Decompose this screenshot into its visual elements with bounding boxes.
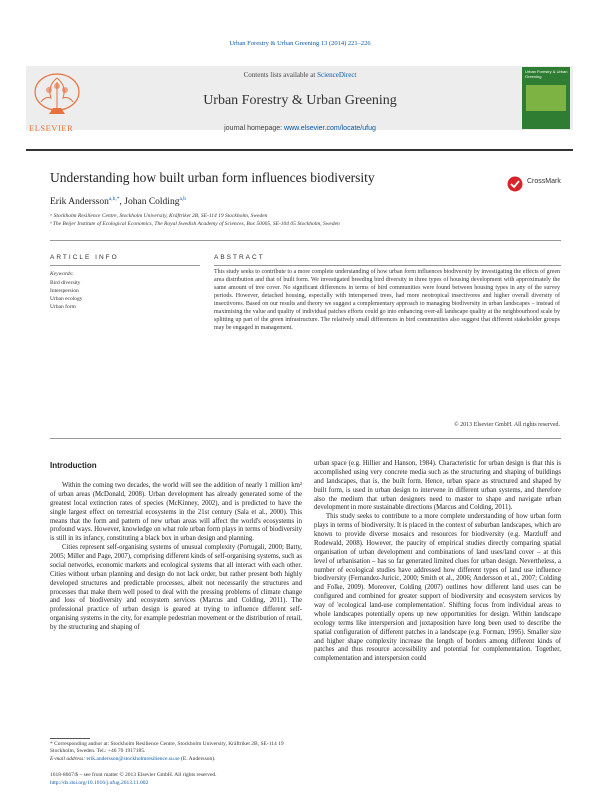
- doi-link[interactable]: http://dx.doi.org/10.1016/j.ufug.2013.11.002: [50, 780, 149, 786]
- abstract-heading: ABSTRACT: [214, 254, 265, 261]
- author-name[interactable]: Johan Colding: [124, 197, 180, 208]
- homepage-link[interactable]: www.elsevier.com/locate/ufug: [284, 125, 376, 132]
- left-column: [50, 482, 302, 633]
- crossmark-icon[interactable]: [507, 176, 523, 192]
- header-divider: [26, 149, 573, 151]
- author-list: Erik Andersson$^{a,b,*}$, Johan Colding$^{a,b}$: [50, 196, 187, 208]
- cover-title: Urban Forestry & Urban Greening: [525, 69, 568, 79]
- email-suffix: (E. Andersson).: [179, 756, 216, 762]
- footnote-divider: [50, 738, 90, 739]
- contents-line: [90, 71, 510, 79]
- affiliation: ᵃ Stockholm Resilience Centre, Stockholm University, Kräftriket 2B, SE-114 19 Stockholm, Sweden: [50, 213, 268, 219]
- intro-paragraph: urban space (e.g. Hillier and Hanson, 1984). Characteristic for urban design is that this is accomplished using very concrete media such as the structuring and shaping of buildings and landscapes, that is, the built form. Hence, urban space as structured and shaped by built form, is used in urban design to intervene in different urban systems, and therefore also the medium that urban designers need to master to shape and navigate urban development in more sustainable directions (Marcus and Colding, 2011).: [314, 460, 561, 512]
- section-divider: [50, 240, 561, 241]
- abstract-text: This study seeks to contribute to a more complete understanding of how urban form influences biodiversity by investigating the effects of green area distribution and that of built form. We investigated breeding bird diversity in three types of housing development with approximately the same amount of tree cover. No significant differences in terms of bird communities were found between housing types in any of the survey periods. However, detached housing, especially with interspersed trees, had more neotropical insectivores and higher overall diversity of insectivores. Based on our results and theory we suggest a complementary approach to managing biodiversity in urban landscapes – instead of maximising the value and quality of individual patches efforts could go into enhancing over-all landscape quality at the neighbourhood scale by splitting up part of the green infrastructure. The relatively small differences in bird communities also suggest that different stakeholder groups may be engaged in management.: [214, 269, 560, 331]
- introduction-heading: Introduction: [50, 461, 97, 470]
- intro-paragraph: This study seeks to contribute to a more complete understanding of how urban form plays in terms of biodiversity. It is placed in the context of suburban landscapes, which are known to provide diverse mosaics and resources for biodiversity (e.g. Marzluff and Rodewald, 2008). However, the paucity of empirical studies directly comparing spatial organisation of urban development and combinations of land uses/land cover – at this level of urbanisation – has so far generated limited clues for urban design. Nevertheless, a number of ecological studies have addressed how different types of land use influence biodiversity (Fernandez-Juricic, 2000; Smith et al., 2006; Andersson et al., 2007; Colding and Folke, 2009). Moreover, Colding (2007) outlines how different land uses can be configured and combined for greater support of biodiversity and ecosystem services by way of 'ecological land-use complementation'. Shifting focus from individual areas to whole landscapes potentially opens up new opportunities for design. Within landscape ecology terms like interspersion and juxtaposition have long been used to describe the spatial configuration of different patches in a landscape (e.g. Forman, 1995). Smaller size and higher shape complexity increase the length of borders among different kinds of patches and thus resource accessibility and potential for complementation. Together, complementation and interspersion could: [314, 513, 561, 663]
- keyword: Urban ecology: [50, 296, 83, 302]
- article-info-heading: ARTICLE INFO: [50, 254, 119, 261]
- author-name[interactable]: Erik Andersson: [50, 197, 109, 208]
- right-column: [314, 460, 561, 664]
- corresponding-author-note: * Corresponding author at: Stockholm Resilience Centre, Stockholm University, Kräftriket 2B, SE-114 19 Stockholm, Sweden. Tel.: +46 70 1917185.: [50, 741, 284, 754]
- keyword: Bird diversity: [50, 280, 81, 286]
- journal-homepage: [90, 125, 510, 132]
- keywords-label: Keywords:: [50, 271, 74, 277]
- author-affiliation-marker[interactable]: a,b,*: [108, 196, 120, 202]
- contents-prefix: Contents lists available at: [243, 71, 318, 79]
- cover-photo: [526, 85, 566, 111]
- sciencedirect-link[interactable]: ScienceDirect: [317, 71, 357, 79]
- email-label: E-mail address:: [50, 756, 87, 762]
- abstract-copyright: © 2013 Elsevier GmbH. All rights reserved.: [454, 422, 560, 428]
- article-info-divider: [50, 265, 200, 266]
- homepage-prefix: journal homepage:: [224, 125, 285, 132]
- email-note: [50, 756, 302, 763]
- journal-title: Urban Forestry & Urban Greening: [203, 93, 397, 108]
- journal-reference: Urban Forestry & Urban Greening 13 (2014) 221–226: [229, 40, 371, 47]
- abstract-bottom-divider: [50, 438, 561, 439]
- elsevier-tree-logo: [27, 68, 87, 130]
- intro-paragraph: Within the coming two decades, the world will see the addition of nearly 1 million km² of urban areas (McDonald, 2008). Urban development has already generated some of the greatest local extinction rates of species (McKinney, 2002), and is predicted to have the single largest effect on terrestrial ecosystems in the 21st century (Sala et al., 2000). This means that the form and pattern of new urban areas will affect the world's ecosystems in profound ways. However, knowledge on what role urban form plays in terms of biodiversity is still in its infancy, constituting a black box in urban design and planning.: [50, 482, 302, 543]
- email-link[interactable]: erik.andersson@stockholmresilience.su.se: [86, 756, 180, 762]
- intro-paragraph: Cities represent self-organising systems of unusual complexity (Portugali, 2000; Batty, 2005; Miller and Page, 2007), comprising different kinds of self-organising systems, such as social networks, economic markets and ecological systems that all interact with each other. Cities without urban planning and design do not lack order, but rather present both highly developed structures and predictable processes, albeit not necessarily the structures and processes that make them well posed to deal with the pressing problems of climate change and loss of biodiversity and ecosystem services (Marcus and Colding, 2011). The professional practice of urban design is geared at trying to influence different self-organising systems in the city, for example pedestrian movement or the distribution of retail, by the structuring and shaping of: [50, 544, 302, 631]
- journal-cover-image: [522, 67, 570, 129]
- keyword: Urban form: [50, 304, 76, 310]
- publisher-name: ELSEVIER: [29, 123, 74, 133]
- abstract-divider: [214, 265, 561, 266]
- affiliation: ᵇ The Beijer Institute of Ecological Economics, The Royal Swedish Academy of Sciences, Box 50005, SE-104 05 Stockholm, Sweden: [50, 221, 340, 227]
- keyword: Interspersion: [50, 288, 79, 294]
- author-affiliation-marker[interactable]: a,b: [179, 196, 187, 202]
- crossmark-label[interactable]: CrossMark: [527, 178, 561, 185]
- article-title: Understanding how built urban form influences biodiversity: [50, 170, 375, 185]
- issn-line: 1618-8667/$ – see front matter © 2013 Elsevier GmbH. All rights reserved.: [50, 772, 217, 778]
